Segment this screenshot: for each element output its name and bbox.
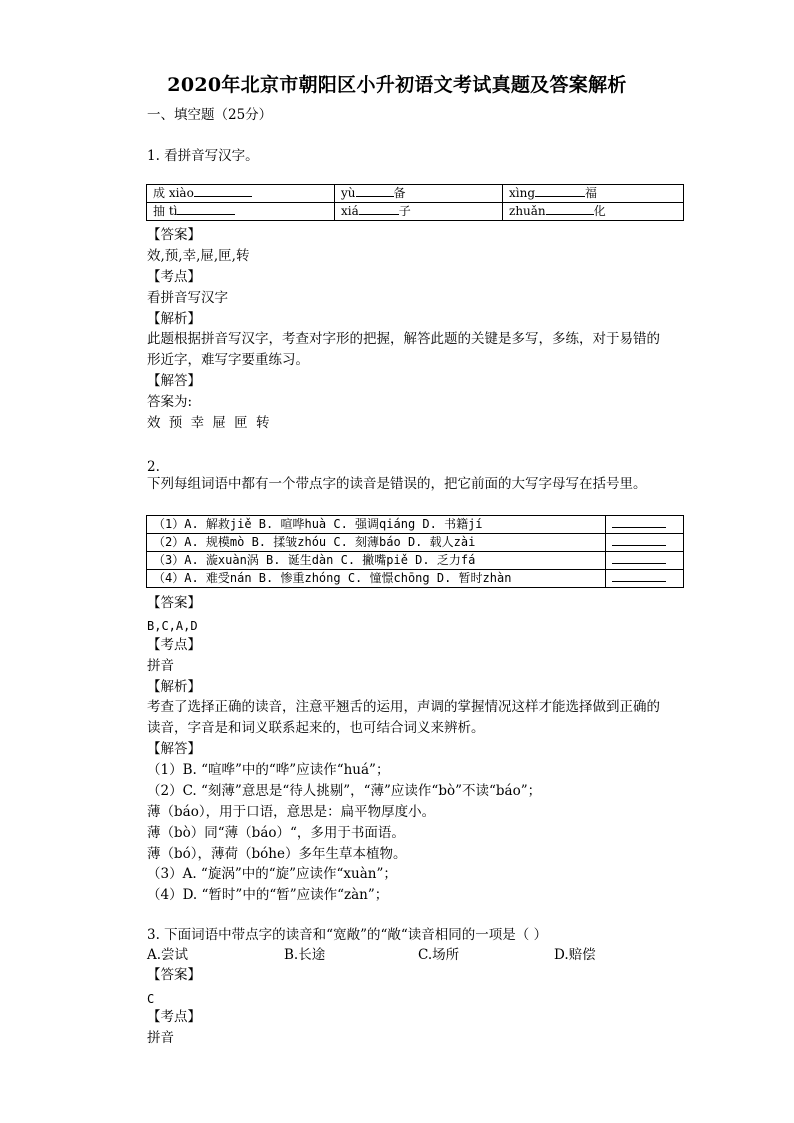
table-cell: 成 xiào [147,185,335,203]
q1-analysis: 此题根据拼音写汉字，考查对字形的把握，解答此题的关键是多写，多练，对于易错的形近字，难写字要重练习。 [147,331,660,368]
q1-answer: 效,预,幸,屉,匣,转 [147,248,250,264]
table-cell [606,516,684,534]
q2-prompt: 下列每组词语中都有一个带点字的读音是错误的，把它前面的大写字母写在括号里。 [147,476,647,492]
q2-analysis: 考查了选择正确的读音，注意平翘舌的运用，声调的掌握情况这样才能选择做到正确的读音，字音是和词义联系起来的，也可结合词义来辨析。 [147,699,660,736]
table-cell: 抽 tì [147,203,335,221]
section-heading: 一、填空题（25分） [147,107,273,123]
q1-solution: 效 预 幸 屉 匣 转 [147,415,272,431]
q1-prompt: 1. 看拼音写汉字。 [147,148,259,164]
table-row [147,552,684,570]
q2-analysis-tag: 【解析】 [147,679,201,695]
table-cell: xìng 福 [503,185,684,203]
table-row [147,516,684,534]
q1-solution-tag: 【解答】 [147,373,201,389]
page-title: 2020年北京市朝阳区小升初语文考试真题及答案解析 [167,74,627,96]
q2-solution-line: （2）C. “刻薄”意思是“待人挑剔”，“薄”应读作“bò”不读“báo”； [147,783,542,799]
q2-options-table [146,515,684,588]
table-row [147,570,684,588]
table-row [147,185,684,203]
table-row [147,203,684,221]
q2-solution-line: （4）D. “暂时”中的“暂”应读作“zàn”； [147,887,389,903]
q2-solution-tag: 【解答】 [147,741,201,757]
q1-pinyin-table [146,184,684,221]
q3-option-c: C.场所 [418,947,460,963]
table-row [147,534,684,552]
q2-number: 2. [147,459,160,475]
q3-point-tag: 【考点】 [147,1009,201,1025]
q2-answer: B,C,A,D [147,619,198,633]
q3-option-d: D.赔偿 [554,947,596,963]
q1-point-tag: 【考点】 [147,269,201,285]
table-cell [606,570,684,588]
table-cell: zhuǎn 化 [503,203,684,221]
q2-solution-line: （1）B. “喧哗”中的“哗”应读作“huá”； [147,762,390,778]
q3-prompt: 3. 下面词语中带点字的读音和“宽敞”的“敞“读音相同的一项是（ ） [147,927,548,943]
q2-solution-line: 薄（bò）同“薄（báo）“，多用于书面语。 [147,825,405,841]
table-cell [606,552,684,570]
q1-point: 看拼音写汉字 [147,290,228,306]
q2-point: 拼音 [147,658,174,674]
q1-solution-label: 答案为: [147,394,193,410]
q3-option-a: A.尝试 [147,947,189,963]
q3-answer-tag: 【答案】 [147,967,201,983]
table-cell: （1）A. 解救jiě B. 喧哗huà C. 强调qiáng D. 书籍jí [147,516,606,534]
q1-analysis-tag: 【解析】 [147,311,201,327]
q3-answer: C [147,992,155,1006]
table-cell [606,534,684,552]
q2-solution-line: （3）A. “旋涡”中的“旋”应读作“xuàn”； [147,866,397,882]
q3-options [147,946,607,964]
q3-option-b: B.长途 [284,947,326,963]
table-cell: （4）A. 难受nán B. 惨重zhóng C. 憧憬chōng D. 暂时zhàn [147,570,606,588]
table-cell: （3）A. 漩xuàn涡 B. 诞生dàn C. 撇嘴piě D. 乏力fá [147,552,606,570]
q1-answer-tag: 【答案】 [147,227,201,243]
q3-point: 拼音 [147,1030,174,1046]
q2-point-tag: 【考点】 [147,637,201,653]
table-cell: yù 备 [335,185,503,203]
q2-answer-tag: 【答案】 [147,595,201,611]
table-cell: xiá 子 [335,203,503,221]
table-cell: （2）A. 规模mò B. 揉皱zhóu C. 刻薄báo D. 载人zài [147,534,606,552]
q2-solution-line: 薄（báo），用于口语，意思是：扁平物厚度小。 [147,804,436,820]
q2-solution-line: 薄（bó），薄荷（bóhe）多年生草本植物。 [147,846,407,862]
